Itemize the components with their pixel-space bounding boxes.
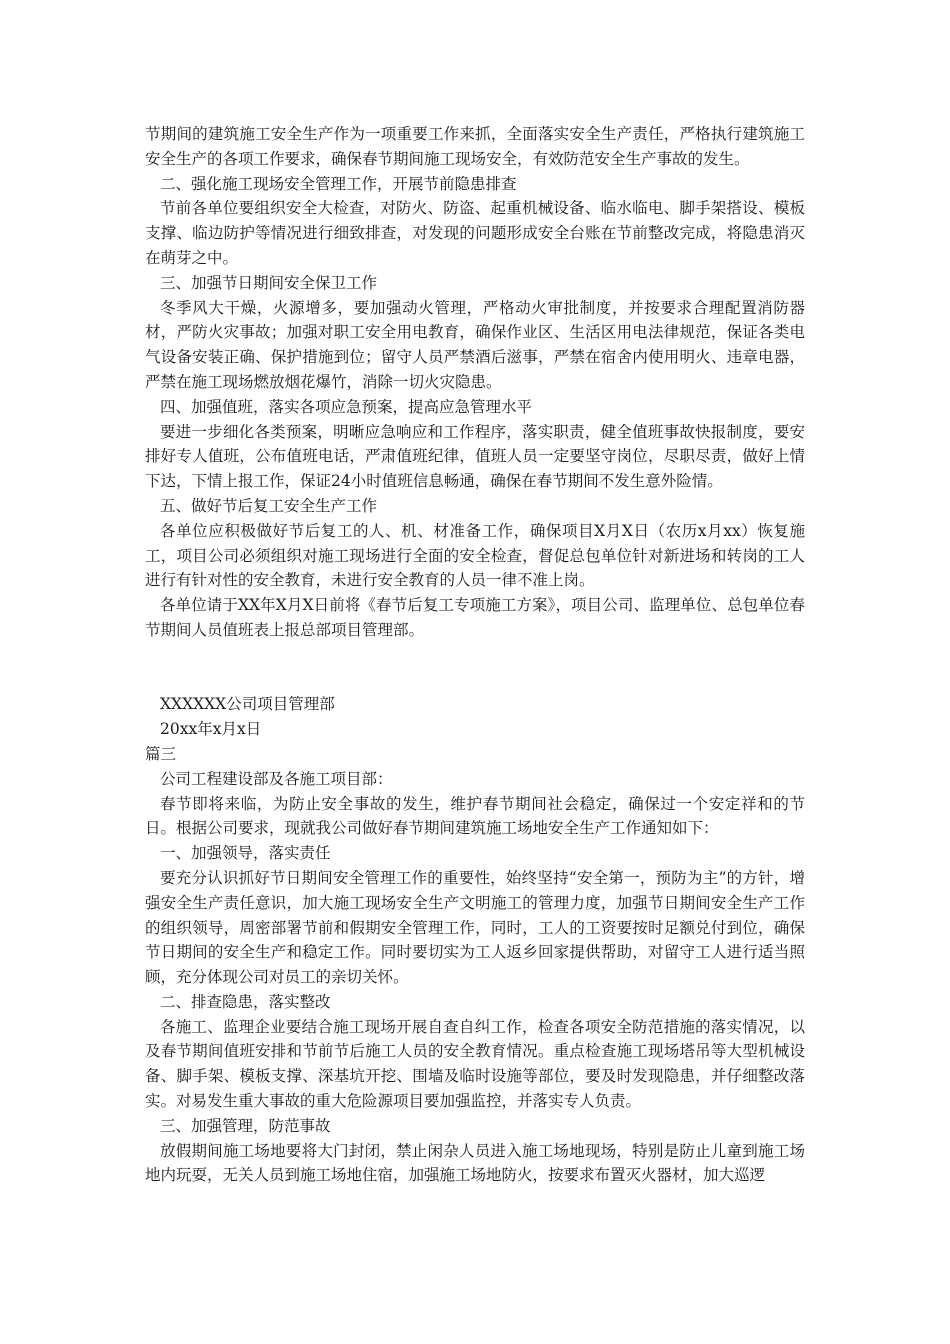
section-heading: 二、强化施工现场安全管理工作，开展节前隐患排查 [160,174,517,193]
signature-date: 20xx年x月x日 [160,720,262,739]
section-heading: 三、加强节日期间安全保卫工作 [160,273,378,292]
section-heading: 三、加强管理，防范事故 [160,1116,331,1135]
section-heading: 五、做好节后复工安全生产工作 [160,496,378,515]
paragraph: 春节即将来临，为防止安全事故的发生，维护春节期间社会稳定，确保过一个安定祥和的节日。根据公司要求，现就我公司做好春节期间建筑施工场地安全生产工作通知如下： [145,794,805,838]
paragraph: 各单位应积极做好节后复工的人、机、材准备工作，确保项目X月X日（农历x月xx）恢复施工，项目公司必须组织对施工现场进行全面的安全检查，督促总包单位针对新进场和转岗的工人进行有针对性的安全教育，未进行安全教育的人员一律不准上岗。 [145,521,805,590]
paragraph: 冬季风大干燥，火源增多，要加强动火管理，严格动火审批制度，并按要求合理配置消防器材，严防火灾事故；加强对职工安全用电教育，确保作业区、生活区用电法律规范，保证各类电气设备安装正确、保护措施到位；留守人员严禁酒后滋事，严禁在宿舍内使用明火、违章电器，严禁在施工现场燃放烟花爆竹，消除一切火灾隐患。 [145,298,805,391]
paragraph: 要进一步细化各类预案，明晰应急响应和工作程序，落实职责，健全值班事故快报制度，要安排好专人值班，公布值班电话，严肃值班纪律，值班人员一定要坚守岗位，尽职尽责，做好上情下达，下情上报工作，保证24小时值班信息畅通，确保在春节期间不发生意外险情。 [145,422,805,491]
section-title: 篇三 [145,744,177,763]
paragraph: 各单位请于XX年X月X日前将《春节后复工专项施工方案》，项目公司、监理单位、总包单位春节期间人员值班表上报总部项目管理部。 [145,596,805,639]
blank-space [145,643,805,693]
paragraph: 放假期间施工场地要将大门封闭，禁止闲杂人员进入施工场地现场，特别是防止儿童到施工场地内玩耍，无关人员到施工场地住宿，加强施工场地防火，按要求布置灭火器材，加大巡逻 [145,1141,805,1185]
paragraph: 节前各单位要组织安全大检查，对防火、防盗、起重机械设备、临水临电、脚手架搭设、模板支撑、临边防护等情况进行细致排查，对发现的问题形成安全台账在节前整改完成，将隐患消灭在萌芽之中。 [145,199,805,267]
signature-org: XXXXXX公司项目管理部 [160,695,335,714]
section-heading: 二、排查隐患，落实整改 [160,992,331,1011]
paragraph: 节期间的建筑施工安全生产作为一项重要工作来抓，全面落实安全生产责任，严格执行建筑施工安全生产的各项工作要求，确保春节期间施工现场安全，有效防范安全生产事故的发生。 [145,125,805,168]
paragraph: 各施工、监理企业要结合施工现场开展自查自纠工作，检查各项安全防范措施的落实情况，以及春节期间值班安排和节前节后施工人员的安全教育情况。重点检查施工现场塔吊等大型机械设备、脚手架、模板支撑、深基坑开挖、围墙及临时设施等部位，要及时发现隐患，并仔细整改落实。对易发生重大事故的重大危险源项目要加强监控，并落实专人负责。 [145,1017,805,1111]
section-heading: 一、加强领导，落实责任 [160,844,331,863]
document-body [145,122,805,1188]
section-heading: 四、加强值班，落实各项应急预案，提高应急管理水平 [160,397,533,416]
salutation: 公司工程建设部及各施工项目部： [160,769,393,788]
paragraph: 要充分认识抓好节日期间安全管理工作的重要性，始终坚持“安全第一，预防为主”的方针，增强安全生产责任意识，加大施工现场安全生产文明施工的管理力度，加强节日期间安全生产工作的组织领导，周密部署节前和假期安全管理工作，同时，工人的工资要按时足额兑付到位，确保节日期间的安全生产和稳定工作。同时要切实为工人返乡回家提供帮助，对留守工人进行适当照顾，充分体现公司对员工的亲切关怀。 [145,868,805,987]
